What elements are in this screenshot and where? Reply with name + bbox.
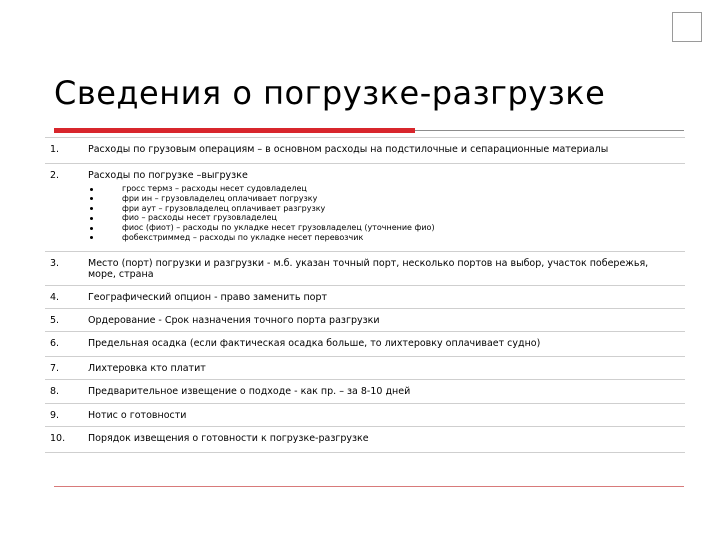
item-text: Расходы по грузовым операциям – в основном расходы на подстилочные и сепарационные материалы bbox=[88, 144, 609, 155]
item-text: Географический опцион - право заменить порт bbox=[88, 292, 328, 303]
sub-item-text: фио – расходы несет грузовладелец bbox=[122, 213, 277, 223]
item-number: 10. bbox=[50, 433, 66, 444]
item-number: 3. bbox=[50, 258, 60, 269]
table-row bbox=[45, 309, 685, 332]
item-text: Место (порт) погрузки и разгрузки - м.б. указан точный порт, несколько портов на выбор, участок побережья, море, страна bbox=[88, 258, 649, 280]
item-number: 7. bbox=[50, 363, 60, 374]
item-content bbox=[88, 404, 685, 426]
bullet-icon bbox=[90, 236, 93, 239]
item-number: 2. bbox=[50, 170, 60, 181]
item-text: Предварительное извещение о подходе - как пр. – за 8-10 дней bbox=[88, 386, 411, 397]
item-number: 5. bbox=[50, 315, 60, 326]
item-text: Ордерование - Срок назначения точного порта разгрузки bbox=[88, 315, 380, 326]
item-content bbox=[88, 252, 685, 285]
sub-item-text: фобекстриммед – расходы по укладке несет перевозчик bbox=[122, 232, 364, 242]
sub-list-item bbox=[88, 223, 679, 233]
slide-title: Сведения о погрузке-разгрузке bbox=[54, 74, 606, 112]
table-row bbox=[45, 427, 685, 453]
table-row bbox=[45, 332, 685, 357]
sub-item-text: фри аут – грузовладелец оплачивает разгрузку bbox=[122, 203, 326, 213]
item-content bbox=[88, 332, 685, 356]
corner-square-decoration bbox=[672, 12, 702, 42]
sub-list-item bbox=[88, 233, 679, 243]
item-content bbox=[88, 357, 685, 379]
item-text: Расходы по погрузке –выгрузке bbox=[88, 170, 248, 181]
item-content bbox=[88, 138, 685, 163]
title-underline bbox=[54, 128, 684, 133]
item-text: Лихтеровка кто платит bbox=[88, 363, 206, 374]
item-text: Порядок извещения о готовности к погрузке-разгрузке bbox=[88, 433, 369, 444]
table-row bbox=[45, 252, 685, 286]
sub-list-item bbox=[88, 213, 679, 223]
table-row bbox=[45, 404, 685, 427]
table-row bbox=[45, 357, 685, 380]
item-number: 6. bbox=[50, 338, 60, 349]
item-text: Предельная осадка (если фактическая осадка больше, то лихтеровку оплачивает судно) bbox=[88, 338, 541, 349]
conditions-table bbox=[45, 137, 685, 453]
table-row bbox=[45, 286, 685, 309]
sub-list-item bbox=[88, 204, 679, 214]
item-number: 1. bbox=[50, 144, 60, 155]
item-content bbox=[88, 164, 685, 251]
sub-item-text: гросс термз – расходы несет судовладелец bbox=[122, 184, 307, 193]
item-content bbox=[88, 427, 685, 452]
table-row bbox=[45, 164, 685, 252]
item-text: Нотис о готовности bbox=[88, 410, 187, 421]
sub-item-text: фиос (фиот) – расходы по укладке несет грузовладелец (уточнение фио) bbox=[122, 223, 435, 233]
item-content bbox=[88, 380, 685, 403]
item-number: 4. bbox=[50, 292, 60, 303]
table-row bbox=[45, 380, 685, 404]
bottom-rule bbox=[54, 486, 684, 487]
bullet-icon bbox=[90, 188, 93, 191]
bullet-icon bbox=[90, 207, 93, 210]
sub-list bbox=[88, 184, 679, 243]
item-content bbox=[88, 286, 685, 308]
item-content bbox=[88, 309, 685, 331]
bullet-icon bbox=[90, 197, 93, 200]
item-number: 8. bbox=[50, 386, 60, 397]
item-number: 9. bbox=[50, 410, 60, 421]
table-row bbox=[45, 138, 685, 164]
sub-item-text: фри ин – грузовладелец оплачивает погрузку bbox=[122, 193, 318, 203]
title-underline-accent bbox=[54, 128, 415, 133]
sub-list-item bbox=[88, 184, 679, 194]
bullet-icon bbox=[90, 227, 93, 230]
sub-list-item bbox=[88, 194, 679, 204]
bullet-icon bbox=[90, 217, 93, 220]
